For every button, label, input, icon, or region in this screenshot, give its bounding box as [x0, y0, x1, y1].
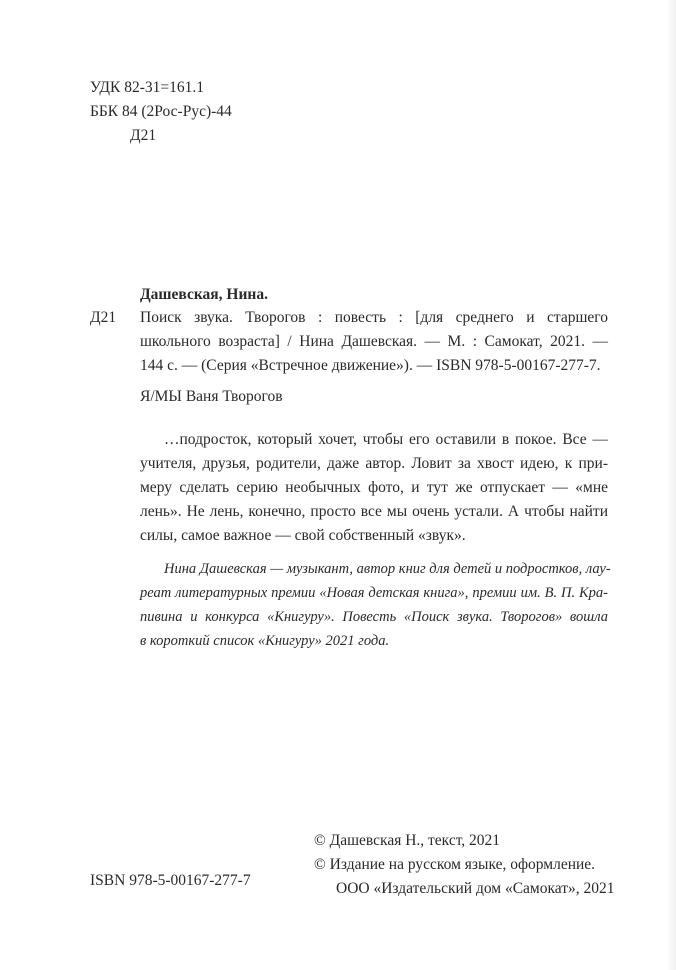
about-author-line: реат литературных премии «Новая детская книга», премии им. В. П. Кра-	[140, 585, 608, 601]
about-author-line: в короткий список «Книгуру» 2021 года.	[140, 633, 390, 649]
bibliographic-description	[140, 306, 608, 378]
isbn: ISBN 978-5-00167-277-7	[90, 872, 251, 889]
author-sign: Д21	[130, 127, 157, 144]
bbk-code: ББК 84 (2Рос-Рус)-44	[90, 103, 232, 120]
annotation-line: лень». Не лень, конечно, просто все мы очень устали. А чтобы найти	[140, 503, 608, 520]
entry-author-sign: Д21	[90, 309, 117, 326]
page-edge-shadow	[666, 0, 676, 970]
classification-block	[90, 76, 232, 148]
annotation-line: …подросток, который хочет, чтобы его оставили в покое. Все —	[164, 431, 608, 448]
copyright-edition: © Издание на русском языке, оформление.	[314, 856, 596, 873]
copyright-block	[314, 829, 615, 901]
about-author-line: Нина Дашевская — музыкант, автор книг для детей и подростков, лау-	[164, 561, 611, 577]
copyright-text: © Дашевская Н., текст, 2021	[314, 832, 501, 849]
subject-heading: Я/МЫ Ваня Творогов	[140, 388, 283, 405]
about-author-line: пивина и конкурса «Книгуру». Повесть «Поиск звука. Творогов» вошла	[140, 609, 608, 625]
about-author	[140, 557, 611, 653]
annotation-line: силы, самое важное — свой собственный «звук».	[140, 527, 466, 544]
annotation	[140, 428, 608, 548]
udk-code: УДК 82-31=161.1	[90, 79, 204, 96]
bibliographic-line: Поиск звука. Творогов : повесть : [для среднего и старшего	[140, 309, 608, 326]
bibliographic-line: школьного возраста] / Нина Дашевская. — М. : Самокат, 2021. —	[140, 333, 608, 350]
annotation-line: учителя, друзья, родители, даже автор. Ловит за хвост идею, к при-	[140, 455, 608, 472]
copyright-publisher: ООО «Издательский дом «Самокат», 2021	[336, 880, 615, 897]
annotation-line: меру сделать серию необычных фото, и тут же отпускает — «мне	[140, 479, 608, 496]
bibliographic-line: 144 с. — (Серия «Встречное движение»). — ISBN 978-5-00167-277-7.	[140, 357, 601, 374]
author-name: Дашевская, Нина.	[140, 286, 268, 303]
